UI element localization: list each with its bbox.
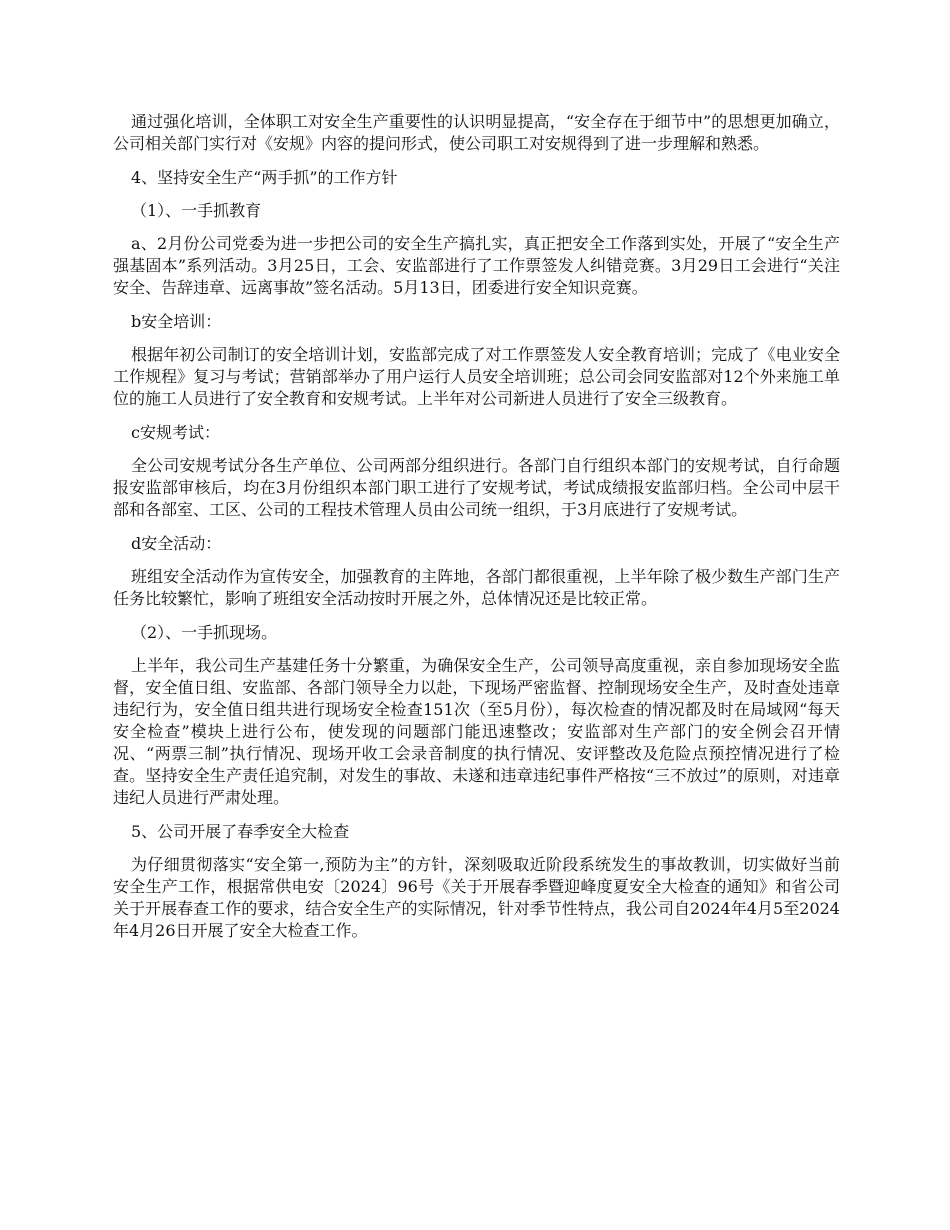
- paragraph-safety-activities: 班组安全活动作为宣传安全，加强教育的主阵地，各部门都很重视，上半年除了极少数生产部门生产任务比较繁忙，影响了班组安全活动按时开展之外，总体情况还是比较正常。: [113, 567, 840, 608]
- paragraph-training-results: 通过强化培训，全体职工对安全生产重要性的认识明显提高，“安全存在于细节中”的思想更加确立，公司相关部门实行对《安规》内容的提问形式，使公司职工对安规得到了进一步理解和熟悉。: [113, 112, 840, 153]
- subheading-regulation-exam: c安规考试：: [131, 423, 220, 442]
- subheading-safety-training: b安全培训：: [131, 312, 222, 331]
- section-heading-5: 5、公司开展了春季安全大检查: [131, 822, 350, 841]
- paragraph-safety-training: 根据年初公司制订的安全培训计划，安监部完成了对工作票签发人安全教育培训；完成了《电业安全工作规程》复习与考试；营销部举办了用户运行人员安全培训班；总公司会同安监部对12个外来施工单位的施工人员进行了安全教育和安规考试。上半年对公司新进人员进行了安全三级教育。: [113, 345, 840, 408]
- document-body: [113, 111, 840, 954]
- paragraph-regulation-exam: 全公司安规考试分各生产单位、公司两部分组织进行。各部门自行组织本部门的安规考试，自行命题报安监部审核后，均在3月份组织本部门职工进行了安规考试，考试成绩报安监部归档。全公司中层干部和各部室、工区、公司的工程技术管理人员由公司统一组织，于3月底进行了安规考试。: [113, 456, 840, 519]
- paragraph-activities: a、2月份公司党委为进一步把公司的安全生产搞扎实，真正把安全工作落到实处，开展了“安全生产强基固本”系列活动。3月25日，工会、安监部进行了工作票签发人纠错竞赛。3月29日工会进行“关注安全、告辞违章、远离事故”签名活动。5月13日，团委进行安全知识竞赛。: [113, 234, 840, 297]
- section-heading-4: 4、坚持安全生产“两手抓”的工作方针: [131, 168, 398, 187]
- subheading-education: （1）、一手抓教育: [131, 201, 262, 220]
- paragraph-spring-inspection: 为仔细贯彻落实“安全第一,预防为主”的方针，深刻吸取近阶段系统发生的事故教训，切实做好当前安全生产工作，根据常供电安〔2024〕96号《关于开展春季暨迎峰度夏安全大检查的通知》和省公司关于开展春查工作的要求，结合安全生产的实际情况，针对季节性特点，我公司自2024年4月5至2024年4月26日开展了安全大检查工作。: [113, 855, 840, 940]
- paragraph-field-supervision: 上半年，我公司生产基建任务十分繁重，为确保安全生产，公司领导高度重视，亲自参加现场安全监督，安全值日组、安监部、各部门领导全力以赴，下现场严密监督、控制现场安全生产，及时查处违章违纪行为，安全值日组共进行现场安全检查151次（至5月份），每次检查的情况都及时在局域网“每天安全检查”模块上进行公布，使发现的问题部门能迅速整改；安监部对生产部门的安全例会召开情况、“两票三制”执行情况、现场开收工会录音制度的执行情况、安评整改及危险点预控情况进行了检查。坚持安全生产责任追究制，对发生的事故、未遂和违章违纪事件严格按“三不放过”的原则，对违章违纪人员进行严肃处理。: [113, 656, 840, 807]
- subheading-field: （2）、一手抓现场。: [131, 623, 278, 642]
- subheading-safety-activities: d安全活动：: [131, 534, 222, 553]
